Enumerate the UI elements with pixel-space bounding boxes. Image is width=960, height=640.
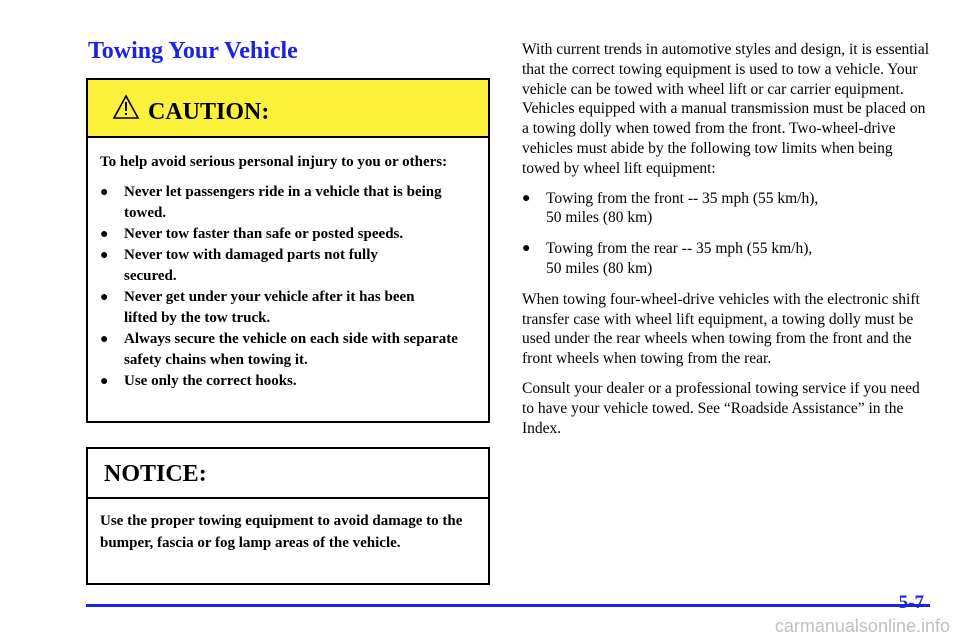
watermark: carmanualsonline.info <box>774 616 950 636</box>
paragraph-four-wheel-drive: When towing four-wheel-drive vehicles with the electronic shift transfer case with wheel lift equipment, a towing dolly must be used under the rear wheels when towing from the front and the front wheels when towing from the rear. <box>522 290 920 368</box>
list-item: ● Use only the correct hooks. <box>100 371 476 392</box>
caution-box <box>86 78 490 423</box>
list-item: ● Never tow with damaged parts not fully secured. <box>100 247 378 284</box>
caution-intro: To help avoid serious personal injury to you or others: <box>100 154 448 170</box>
bullet-icon: ● <box>100 290 109 305</box>
footer-rule <box>86 604 930 607</box>
right-column <box>522 40 932 448</box>
page-number: 5-7 <box>898 592 924 613</box>
list-item: ● Never get under your vehicle after it has been lifted by the tow truck. <box>100 289 415 326</box>
notice-body: Use the proper towing equipment to avoid damage to the bumper, fascia or fog lamp areas of the vehicle. <box>100 513 463 551</box>
list-item: ● Always secure the vehicle on each side with separate safety chains when towing it. <box>100 331 458 368</box>
paragraph-towing-equipment: With current trends in automotive styles and design, it is essential that the correct towing equipment is used to tow a vehicle. Your vehicle can be towed with wheel lift or car carrier equipment. Vehicles equipped with a manual transmission must be placed on a towing dolly when towed from the front. Two-wheel-drive vehicles must abide by the following tow limits when being towed by wheel lift equipment: <box>522 41 930 177</box>
caution-body <box>88 138 488 392</box>
caution-heading: CAUTION: <box>148 99 270 125</box>
list-item: ● Towing from the rear -- 35 mph (55 km/h), 50 miles (80 km) <box>522 240 813 277</box>
notice-header <box>88 449 488 499</box>
bullet-icon: ● <box>100 227 109 242</box>
notice-box <box>86 447 490 585</box>
list-item: ● Towing from the front -- 35 mph (55 km/h), 50 miles (80 km) <box>522 189 819 227</box>
warning-triangle-icon <box>112 94 140 120</box>
list-item: ● Never let passengers ride in a vehicle that is being towed. <box>100 184 442 221</box>
bullet-icon: ● <box>522 241 531 257</box>
notice-heading: NOTICE: <box>104 461 207 487</box>
page-title: Towing Your Vehicle <box>88 38 298 64</box>
tow-limits-list <box>522 189 932 279</box>
bullet-icon: ● <box>100 374 109 389</box>
caution-header <box>88 80 488 138</box>
bullet-icon: ● <box>100 248 109 263</box>
bullet-icon: ● <box>522 190 531 206</box>
caution-bullet-list <box>100 182 476 392</box>
list-item: ● Never tow faster than safe or posted speeds. <box>100 224 476 245</box>
bullet-icon: ● <box>100 332 109 347</box>
paragraph-consult-dealer: Consult your dealer or a professional towing service if you need to have your vehicle towed. See “Roadside Assistance” in the Index. <box>522 379 920 437</box>
bullet-icon: ● <box>100 185 109 200</box>
